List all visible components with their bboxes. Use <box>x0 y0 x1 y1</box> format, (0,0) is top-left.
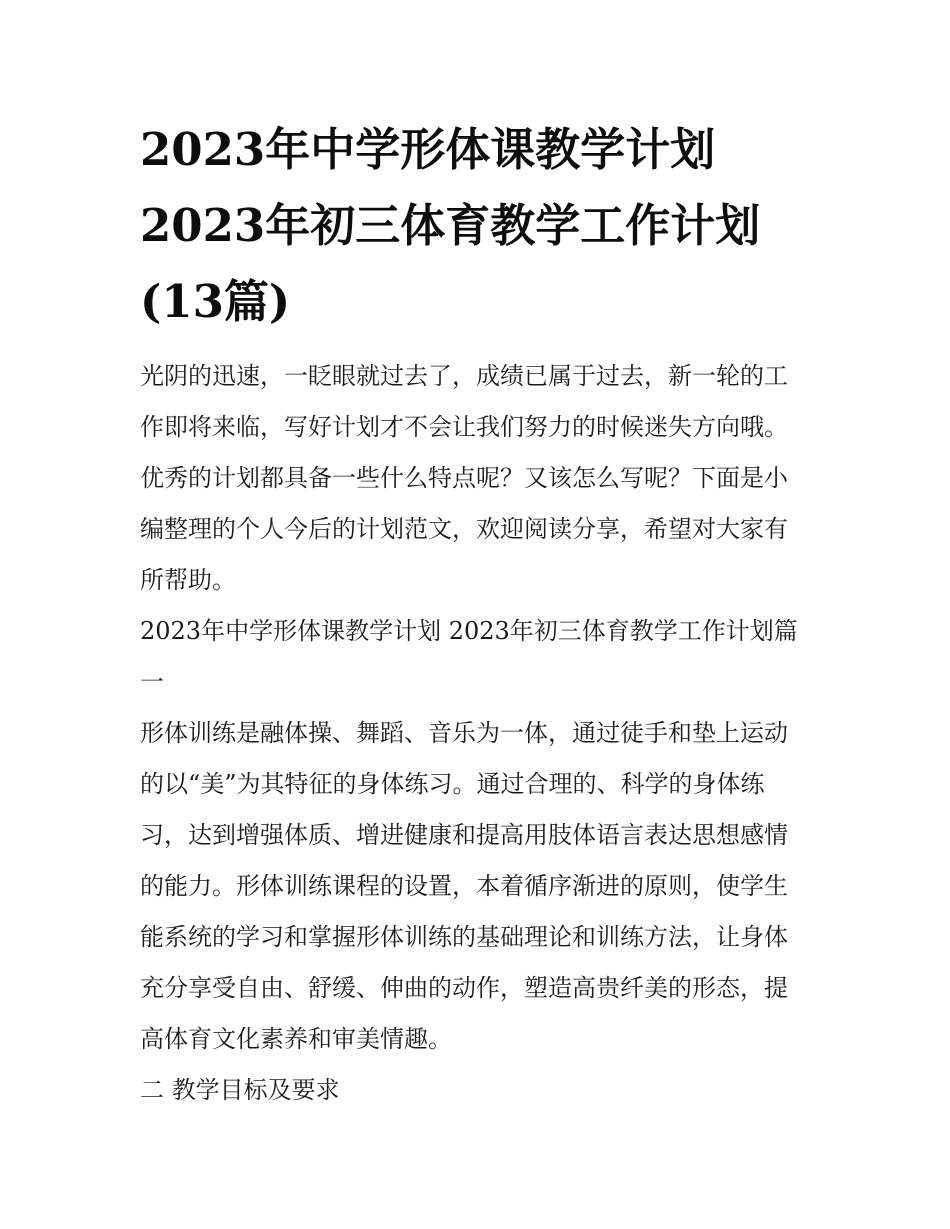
intro-line: 优秀的计划都具备一些什么特点呢？又该怎么写呢？下面是小 <box>140 464 788 492</box>
title-line: 2023年中学形体课教学计划 <box>140 123 716 176</box>
paragraph-line: 的能力。形体训练课程的设置，本着循序渐进的原则，使学生 <box>140 872 788 900</box>
subheading <box>140 1065 815 1116</box>
title-line: (13篇) <box>140 275 291 328</box>
document-title <box>140 112 815 340</box>
section-heading-line: 一 <box>140 668 164 696</box>
paragraph-line: 习，达到增强体质、增进健康和提高用肢体语言表达思想感情 <box>140 821 788 849</box>
paragraph-line: 高体育文化素养和审美情趣。 <box>140 1025 452 1053</box>
body-paragraph <box>140 708 815 1065</box>
paragraph-line: 的以“美”为其特征的身体练习。通过合理的、科学的身体练 <box>140 770 765 798</box>
paragraph-line: 能系统的学习和掌握形体训练的基础理论和训练方法，让身体 <box>140 923 788 951</box>
intro-line: 光阴的迅速，一眨眼就过去了，成绩已属于过去，新一轮的工 <box>140 362 788 390</box>
section-heading <box>140 606 815 708</box>
intro-paragraph <box>140 351 815 606</box>
document-page <box>140 112 815 1116</box>
section-heading-line: 2023年中学形体课教学计划 2023年初三体育教学工作计划篇 <box>140 617 798 645</box>
paragraph-line: 形体训练是融体操、舞蹈、音乐为一体，通过徒手和垫上运动 <box>140 719 788 747</box>
intro-line: 作即将来临，写好计划才不会让我们努力的时候迷失方向哦。 <box>140 413 788 441</box>
subheading-line: 二 教学目标及要求 <box>140 1076 340 1104</box>
intro-line: 所帮助。 <box>140 566 236 594</box>
title-line: 2023年初三体育教学工作计划 <box>140 199 761 252</box>
intro-line: 编整理的个人今后的计划范文，欢迎阅读分享，希望对大家有 <box>140 515 788 543</box>
paragraph-line: 充分享受自由、舒缓、伸曲的动作，塑造高贵纤美的形态，提 <box>140 974 788 1002</box>
